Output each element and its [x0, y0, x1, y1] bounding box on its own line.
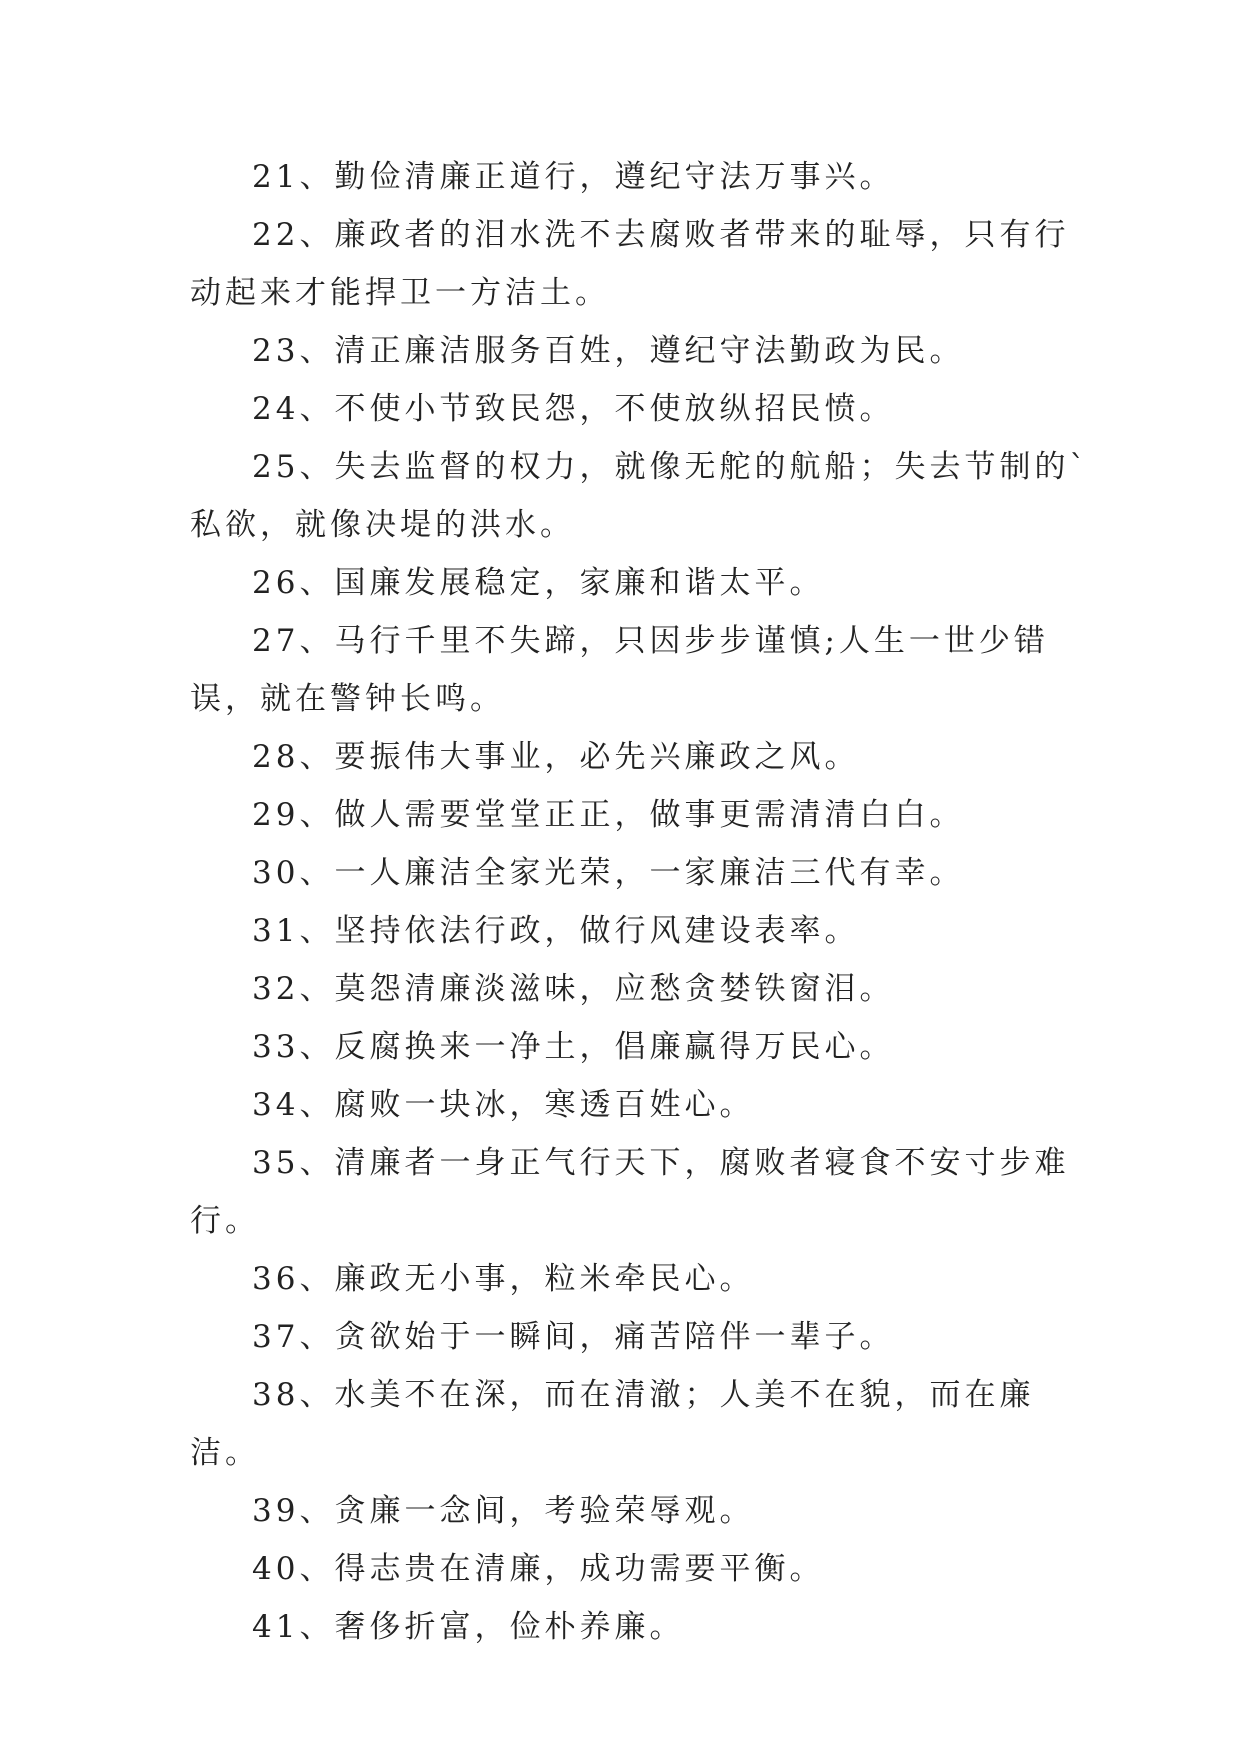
list-item: 34、腐败一块冰，寒透百姓心。: [252, 1087, 755, 1123]
list-item: 32、莫怨清廉淡滋味，应愁贪婪铁窗泪。: [252, 971, 895, 1007]
list-item: 30、一人廉洁全家光荣，一家廉洁三代有幸。: [252, 855, 965, 891]
list-item: 23、清正廉洁服务百姓，遵纪守法勤政为民。: [252, 333, 965, 369]
list-item: 41、奢侈折富，俭朴养廉。: [252, 1609, 685, 1645]
list-item: 24、不使小节致民怨，不使放纵招民愤。: [252, 391, 895, 427]
list-item: 27、马行千里不失蹄，只因步步谨慎;人生一世少错误，就在警钟长鸣。: [190, 623, 1049, 717]
list-item: 25、失去监督的权力，就像无舵的航船；失去节制的`私欲，就像决堤的洪水。: [190, 449, 1089, 543]
list-item: 37、贪欲始于一瞬间，痛苦陪伴一辈子。: [252, 1319, 895, 1355]
list-item: 28、要振伟大事业，必先兴廉政之风。: [252, 739, 860, 775]
list-item: 29、做人需要堂堂正正，做事更需清清白白。: [252, 797, 965, 833]
list-item: 33、反腐换来一净土，倡廉赢得万民心。: [252, 1029, 895, 1065]
list-item: 31、坚持依法行政，做行风建设表率。: [252, 913, 860, 949]
list-item: 22、廉政者的泪水洗不去腐败者带来的耻辱，只有行动起来才能捍卫一方洁土。: [190, 217, 1070, 311]
slogan-list: [190, 148, 1090, 1656]
list-item: 21、勤俭清廉正道行，遵纪守法万事兴。: [252, 159, 895, 195]
list-item: 36、廉政无小事，粒米牵民心。: [252, 1261, 755, 1297]
list-item: 39、贪廉一念间，考验荣辱观。: [252, 1493, 755, 1529]
list-item: 35、清廉者一身正气行天下，腐败者寝食不安寸步难行。: [190, 1145, 1070, 1239]
list-item: 26、国廉发展稳定，家廉和谐太平。: [252, 565, 825, 601]
list-item: 38、水美不在深，而在清澈；人美不在貌，而在廉洁。: [190, 1377, 1035, 1471]
list-item: 40、得志贵在清廉，成功需要平衡。: [252, 1551, 825, 1587]
